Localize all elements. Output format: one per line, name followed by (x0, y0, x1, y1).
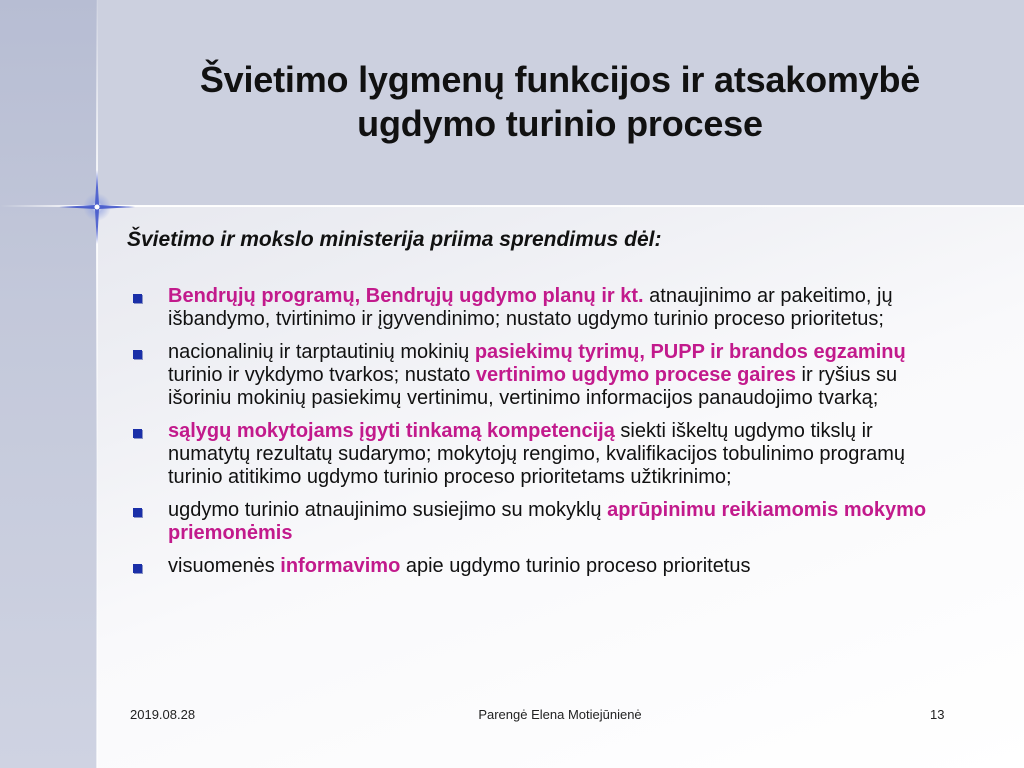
bullet-text: visuomenės (168, 555, 281, 577)
highlighted-text: aprūpinimu reikiamomis mokymo priemonėmis (168, 499, 927, 544)
bullet-text: ugdymo turinio atnaujinimo susiejimo su mokyklų (168, 499, 608, 521)
vertical-divider-line (96, 0, 98, 768)
highlighted-text: informavimo (280, 555, 401, 577)
bullet-text: turinio ir vykdymo tvarkos; nustato (168, 364, 476, 386)
bullet-square-icon (133, 350, 142, 359)
bullet-text: apie ugdymo turinio proceso prioritetus (400, 555, 751, 577)
highlighted-text: Bendrųjų programų, Bendrųjų ugdymo planų ir kt. (168, 285, 644, 307)
bullet-square-icon (133, 564, 142, 573)
slide-title (120, 58, 1000, 146)
bullet-item (130, 420, 950, 489)
bullet-text: nacionalinių ir tarptautinių mokinių (168, 341, 475, 363)
footer-page-number: 13 (930, 707, 945, 722)
bullet-square-icon (133, 294, 142, 303)
bullet-list (130, 285, 950, 588)
bullet-item (130, 341, 950, 410)
highlighted-text: pasiekimų tyrimų, PUPP ir brandos egzaminų (474, 341, 906, 363)
title-line-1: Švietimo lygmenų funkcijos ir atsakomybė (199, 59, 921, 100)
horizontal-divider-line (0, 205, 1024, 207)
highlighted-text: sąlygų mokytojams įgyti tinkamą kompetenciją (168, 420, 615, 442)
footer-author: Parengė Elena Motiejūnienė (478, 707, 642, 722)
bullet-text: atnaujinimo ar pakeitimo, jų išbandymo, tvirtinimo ir įgyvendinimo; nustato ugdymo turinio proceso prioritetus; (168, 285, 893, 330)
bullet-square-icon (133, 429, 142, 438)
bullet-text: ir ryšius su išoriniu mokinių pasiekimų vertinimu, vertinimo informacijos panaudojimo tvarką; (168, 364, 898, 409)
bullet-text: siekti iškeltų ugdymo tikslų ir numatytų rezultatų sudarymo; mokytojų rengimo, kvalifikacijos tobulinimo programų turinio atitikimo ugdymo turinio proceso prioritetams užtikrinimo; (168, 420, 905, 488)
left-decor-band (0, 0, 97, 768)
bullet-item (130, 285, 950, 331)
highlighted-text: vertinimo ugdymo procese gaires (475, 364, 796, 386)
subtitle: Švietimo ir mokslo ministerija priima sprendimus dėl: (127, 228, 662, 251)
title-line-2: ugdymo turinio procese (357, 103, 763, 144)
bullet-square-icon (133, 508, 142, 517)
bullet-item (130, 555, 950, 578)
footer-date: 2019.08.28 (130, 707, 196, 722)
bullet-item (130, 499, 950, 545)
